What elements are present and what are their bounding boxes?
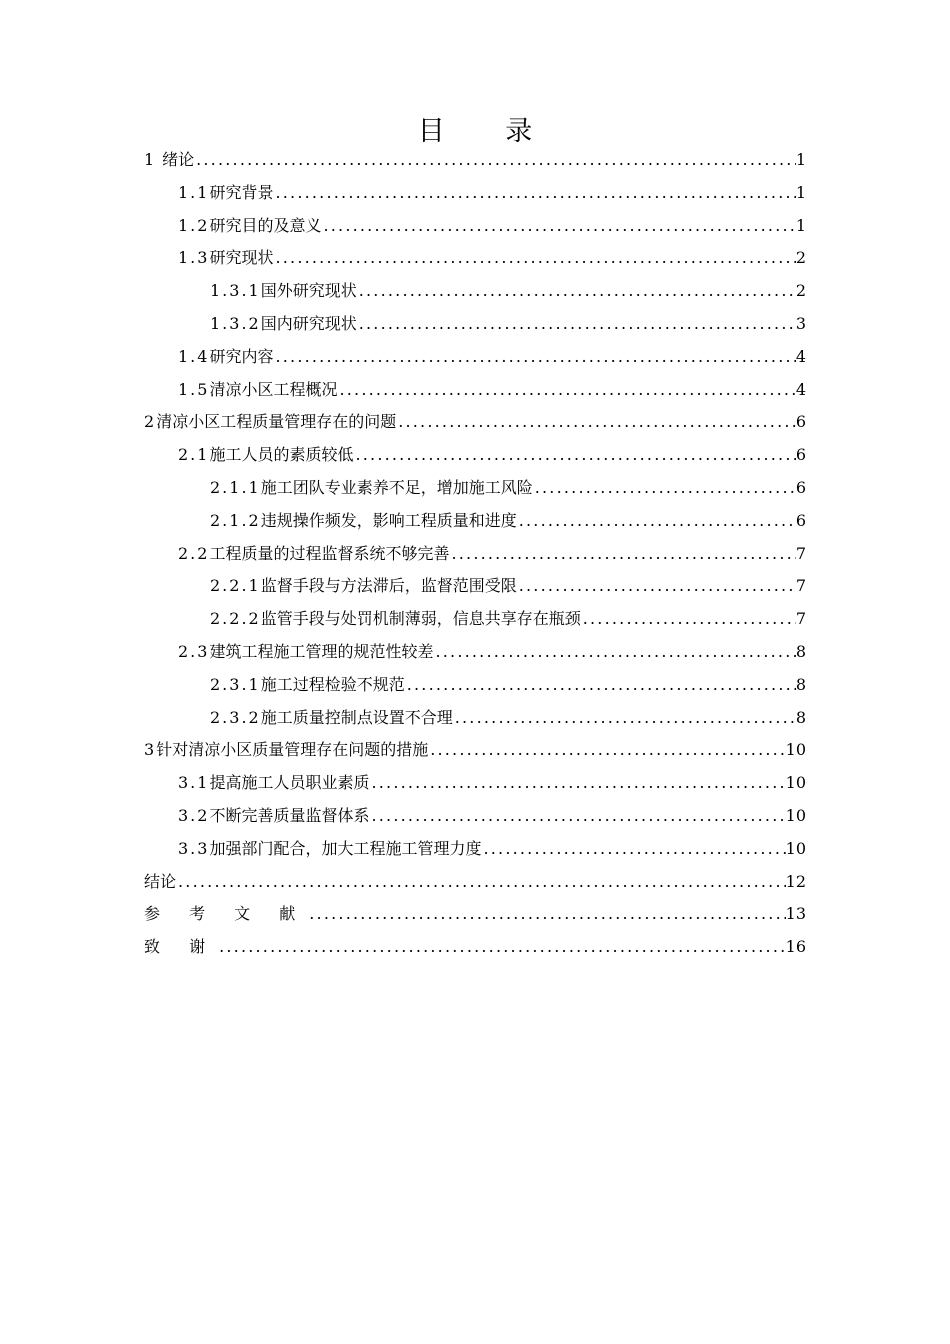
toc-title: 违规操作频发，影响工程质量和进度 [260,510,517,530]
toc-page-number: 6 [795,477,806,497]
toc-page-number: 8 [795,641,806,661]
toc-entry[interactable] [144,374,806,407]
toc-page-number: 1 [795,215,806,235]
toc-leader-dots [481,833,785,866]
toc-entry[interactable] [144,505,806,538]
toc-leader-dots [176,866,786,899]
toc-entry[interactable] [144,308,806,341]
toc-number: 2.2 [178,543,210,563]
toc-number: 1.5 [178,379,210,399]
toc-title: 监管手段与处罚机制薄弱，信息共享存在瓶颈 [260,609,581,629]
toc-title: 工程质量的过程监督系统不够完善 [209,543,450,563]
toc-leader-dots [581,603,796,636]
toc-title: 致 谢 [144,937,218,957]
toc-page-number: 7 [795,576,806,596]
toc-page-number: 1 [795,182,806,202]
toc-number: 3.3 [178,838,210,858]
toc-page-number: 6 [795,412,806,432]
page-title: 目 录 [417,116,559,147]
toc-entry[interactable] [144,833,806,866]
toc-entry[interactable] [144,570,806,603]
toc-number: 1.4 [178,346,210,366]
toc-title: 国外研究现状 [260,281,357,301]
toc-leader-dots [405,669,796,702]
toc-entry[interactable] [144,341,806,374]
toc-page-number: 10 [785,740,806,760]
toc-number: 2.1.1 [210,477,261,497]
toc-entry[interactable] [144,603,806,636]
toc-page-number: 8 [795,707,806,727]
toc-entry[interactable] [144,702,806,735]
toc-page-number: 13 [785,904,806,924]
toc-number: 1.1 [178,182,210,202]
toc-entry[interactable] [144,767,806,800]
toc-leader-dots [357,275,796,308]
toc-page-number: 6 [795,510,806,530]
toc-page-number: 1 [795,150,806,169]
toc-title: 研究内容 [209,346,274,366]
toc-title: 不断完善质量监督体系 [209,805,370,825]
toc-number: 2.1 [178,445,210,465]
toc-number: 1.3.2 [210,313,261,333]
toc-title: 参 考 文 献 [144,904,308,924]
toc-entry[interactable] [144,734,806,767]
toc-leader-dots [337,374,795,407]
toc-page-number: 16 [785,937,806,957]
toc-entry[interactable] [144,177,806,210]
toc-number: 3 [144,740,157,760]
toc-page-number: 7 [795,543,806,563]
toc-entry[interactable] [144,636,806,669]
toc-title: 清凉小区工程概况 [209,379,338,399]
toc-title: 研究目的及意义 [209,215,322,235]
toc-entry[interactable] [144,275,806,308]
toc-leader-dots [428,734,785,767]
toc-entry[interactable] [144,866,806,899]
toc-page-number: 2 [795,248,806,268]
toc-number: 2.3 [178,641,210,661]
toc-title: 针对清凉小区质量管理存在问题的措施 [156,740,429,760]
toc-page-number: 10 [785,805,806,825]
toc-entry[interactable] [144,439,806,472]
toc-page-number: 6 [795,445,806,465]
toc-title: 提高施工人员职业素质 [209,773,370,793]
toc-number: 1.3.1 [210,281,261,301]
toc-title: 清凉小区工程质量管理存在的问题 [156,412,397,432]
toc-entry[interactable] [144,898,806,931]
toc-number: 2 [144,412,157,432]
toc-number: 1.2 [178,215,210,235]
toc-number: 1 [144,150,157,169]
table-of-contents [144,144,806,964]
toc-entry[interactable] [144,931,806,964]
toc-number: 3.1 [178,773,210,793]
toc-leader-dots [273,242,795,275]
toc-leader-dots [453,702,796,735]
toc-title: 建筑工程施工管理的规范性较差 [209,641,434,661]
toc-title: 施工过程检验不规范 [260,674,405,694]
toc-number: 2.1.2 [210,510,261,530]
toc-leader-dots [194,144,796,177]
toc-leader-dots [396,406,796,439]
toc-title: 国内研究现状 [260,313,357,333]
toc-entry[interactable] [144,210,806,243]
toc-leader-dots [433,636,795,669]
toc-number: 2.2.1 [210,576,261,596]
toc-leader-dots [353,439,795,472]
toc-leader-dots [517,570,796,603]
toc-entry[interactable] [144,242,806,275]
toc-title: 施工人员的素质较低 [209,445,354,465]
toc-leader-dots [307,898,785,931]
toc-number: 2.3.2 [210,707,261,727]
toc-number: 2.3.1 [210,674,261,694]
toc-page-number: 10 [785,773,806,793]
toc-leader-dots [369,767,785,800]
toc-title: 结论 [144,871,177,891]
toc-page-number: 4 [795,346,806,366]
toc-number: 3.2 [178,805,210,825]
toc-title: 施工质量控制点设置不合理 [260,707,453,727]
toc-page-number: 7 [795,609,806,629]
toc-leader-dots [321,210,795,243]
toc-number: 2.2.2 [210,609,261,629]
toc-number: 1.3 [178,248,210,268]
toc-leader-dots [357,308,796,341]
toc-leader-dots [273,341,795,374]
toc-page-number: 8 [795,674,806,694]
toc-title: 研究现状 [209,248,274,268]
toc-title: 研究背景 [209,182,274,202]
toc-page-number: 4 [795,379,806,399]
toc-entry[interactable] [144,472,806,505]
toc-leader-dots [517,505,796,538]
toc-entry[interactable] [144,800,806,833]
toc-leader-dots [533,472,796,505]
toc-entry[interactable] [144,144,806,177]
toc-entry[interactable] [144,669,806,702]
toc-title: 施工团队专业素养不足，增加施工风险 [260,477,533,497]
toc-entry[interactable] [144,406,806,439]
toc-page-number: 3 [795,313,806,333]
toc-leader-dots [217,931,786,964]
toc-page-number: 2 [795,281,806,301]
toc-page-number: 12 [785,871,806,891]
toc-page-number: 10 [785,838,806,858]
toc-leader-dots [369,800,785,833]
toc-leader-dots [273,177,795,210]
toc-title: 绪论 [162,150,195,169]
toc-entry[interactable] [144,538,806,571]
toc-leader-dots [449,538,795,571]
toc-title: 加强部门配合，加大工程施工管理力度 [209,838,482,858]
toc-title: 监督手段与方法滞后，监督范围受限 [260,576,517,596]
